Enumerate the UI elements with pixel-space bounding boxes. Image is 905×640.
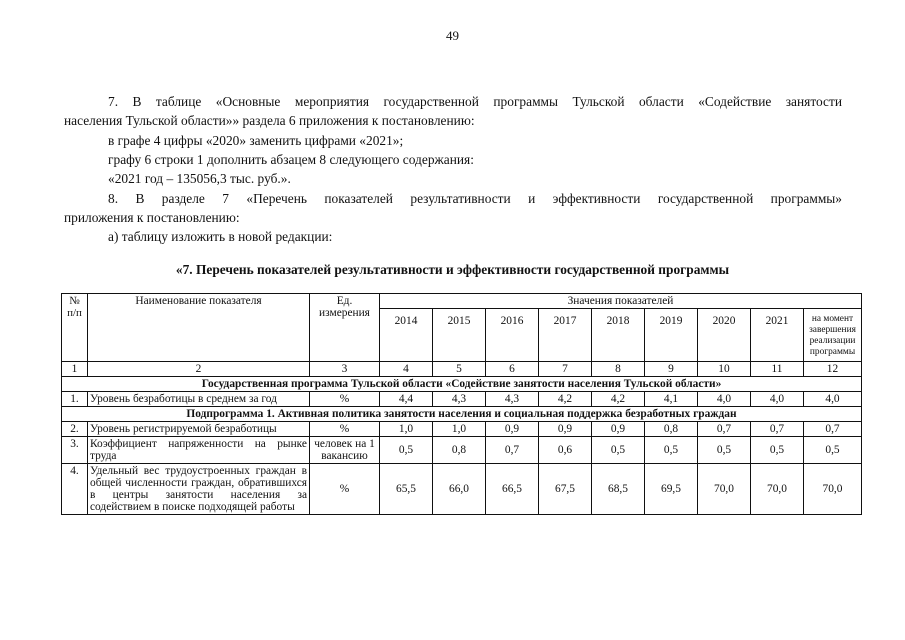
paragraph-8-item-1: а) таблицу изложить в новой редакции: [108,229,333,244]
header-final-value: на момент завершения реализации программы [804,309,862,362]
page-number: 49 [446,28,459,43]
header-year: 2021 [751,309,804,362]
indicator-name: Удельный вес трудоустроенных граждан в общей численности граждан, обратившихся в центры занятости населения за содействием в поиске подходящей работы [88,464,310,515]
column-number: 11 [751,362,804,377]
indicator-value: 4,0 [751,392,804,407]
indicator-unit: % [310,422,380,437]
indicator-value: 4,3 [486,392,539,407]
indicator-value: 70,0 [751,464,804,515]
column-number: 1 [62,362,88,377]
indicator-value: 70,0 [698,464,751,515]
column-number: 4 [380,362,433,377]
row-num: 2. [62,422,88,437]
table-row [62,392,862,407]
column-number: 3 [310,362,380,377]
indicator-value: 0,7 [486,437,539,464]
indicator-value: 4,4 [380,392,433,407]
indicator-value: 70,0 [804,464,862,515]
table-header-row-1 [62,294,862,309]
indicator-value: 1,0 [380,422,433,437]
paragraph-7-line-2: населения Тульской области»» раздела 6 приложения к постановлению: [64,113,475,128]
indicator-unit: % [310,392,380,407]
column-number: 10 [698,362,751,377]
indicator-value: 66,0 [433,464,486,515]
indicator-value: 0,7 [751,422,804,437]
paragraph-7-item-3: «2021 год – 135056,3 тыс. руб.». [108,171,291,186]
indicator-value: 69,5 [645,464,698,515]
column-number: 9 [645,362,698,377]
indicator-name: Уровень регистрируемой безработицы [88,422,310,437]
indicator-value: 4,1 [645,392,698,407]
indicator-value: 4,0 [804,392,862,407]
header-year: 2018 [592,309,645,362]
row-num: 4. [62,464,88,515]
header-year: 2014 [380,309,433,362]
subprogram-title-row [62,407,862,422]
column-number: 2 [88,362,310,377]
indicator-value: 0,6 [539,437,592,464]
header-unit: Ед. измерения [310,294,380,362]
paragraph-8-line-2: приложения к постановлению: [64,210,240,225]
table-row [62,464,862,515]
indicator-value: 4,0 [698,392,751,407]
column-number: 8 [592,362,645,377]
indicator-value: 4,2 [539,392,592,407]
paragraph-7-item-1: в графе 4 цифры «2020» заменить цифрами «2021»; [108,133,404,148]
indicators-table [61,293,862,515]
header-num: № п/п [62,294,88,362]
indicator-value: 0,7 [698,422,751,437]
paragraph-7-item-2: графу 6 строки 1 дополнить абзацем 8 следующего содержания: [108,152,474,167]
header-year: 2016 [486,309,539,362]
indicator-value: 0,9 [592,422,645,437]
indicator-value: 0,9 [539,422,592,437]
indicator-name: Уровень безработицы в среднем за год [88,392,310,407]
subprogram-title: Подпрограмма 1. Активная политика занятости населения и социальная поддержка безработных граждан [62,407,862,422]
indicator-name: Коэффициент напряженности на рынке труда [88,437,310,464]
indicator-value: 0,8 [645,422,698,437]
row-num: 3. [62,437,88,464]
indicator-value: 0,5 [751,437,804,464]
table-row [62,437,862,464]
indicator-value: 0,8 [433,437,486,464]
indicator-value: 1,0 [433,422,486,437]
indicator-value: 0,5 [380,437,433,464]
column-number: 6 [486,362,539,377]
indicator-value: 4,3 [433,392,486,407]
indicator-unit: % [310,464,380,515]
indicator-value: 0,7 [804,422,862,437]
indicator-value: 65,5 [380,464,433,515]
indicator-value: 0,5 [698,437,751,464]
header-name: Наименование показателя [88,294,310,362]
header-year: 2019 [645,309,698,362]
column-number: 5 [433,362,486,377]
paragraph-7-line-1: 7. В таблице «Основные мероприятия государственной программы Тульской области «Содействие занятости [108,94,842,109]
column-number: 7 [539,362,592,377]
column-number: 12 [804,362,862,377]
header-year: 2015 [433,309,486,362]
indicator-value: 4,2 [592,392,645,407]
row-num: 1. [62,392,88,407]
indicator-unit: человек на 1 вакансию [310,437,380,464]
program-title-row [62,377,862,392]
header-year: 2020 [698,309,751,362]
indicator-value: 68,5 [592,464,645,515]
indicator-value: 66,5 [486,464,539,515]
table-heading: «7. Перечень показателей результативности и эффективности государственной программы [175,262,730,277]
column-numbers-row [62,362,862,377]
indicator-value: 67,5 [539,464,592,515]
paragraph-8-line-1: 8. В разделе 7 «Перечень показателей результативности и эффективности государственной программы» [108,191,842,206]
header-year: 2017 [539,309,592,362]
indicator-value: 0,5 [804,437,862,464]
indicator-value: 0,9 [486,422,539,437]
table-row [62,422,862,437]
indicator-value: 0,5 [645,437,698,464]
indicator-value: 0,5 [592,437,645,464]
header-values-group: Значения показателей [380,294,862,309]
program-title: Государственная программа Тульской области «Содействие занятости населения Тульской области» [62,377,862,392]
